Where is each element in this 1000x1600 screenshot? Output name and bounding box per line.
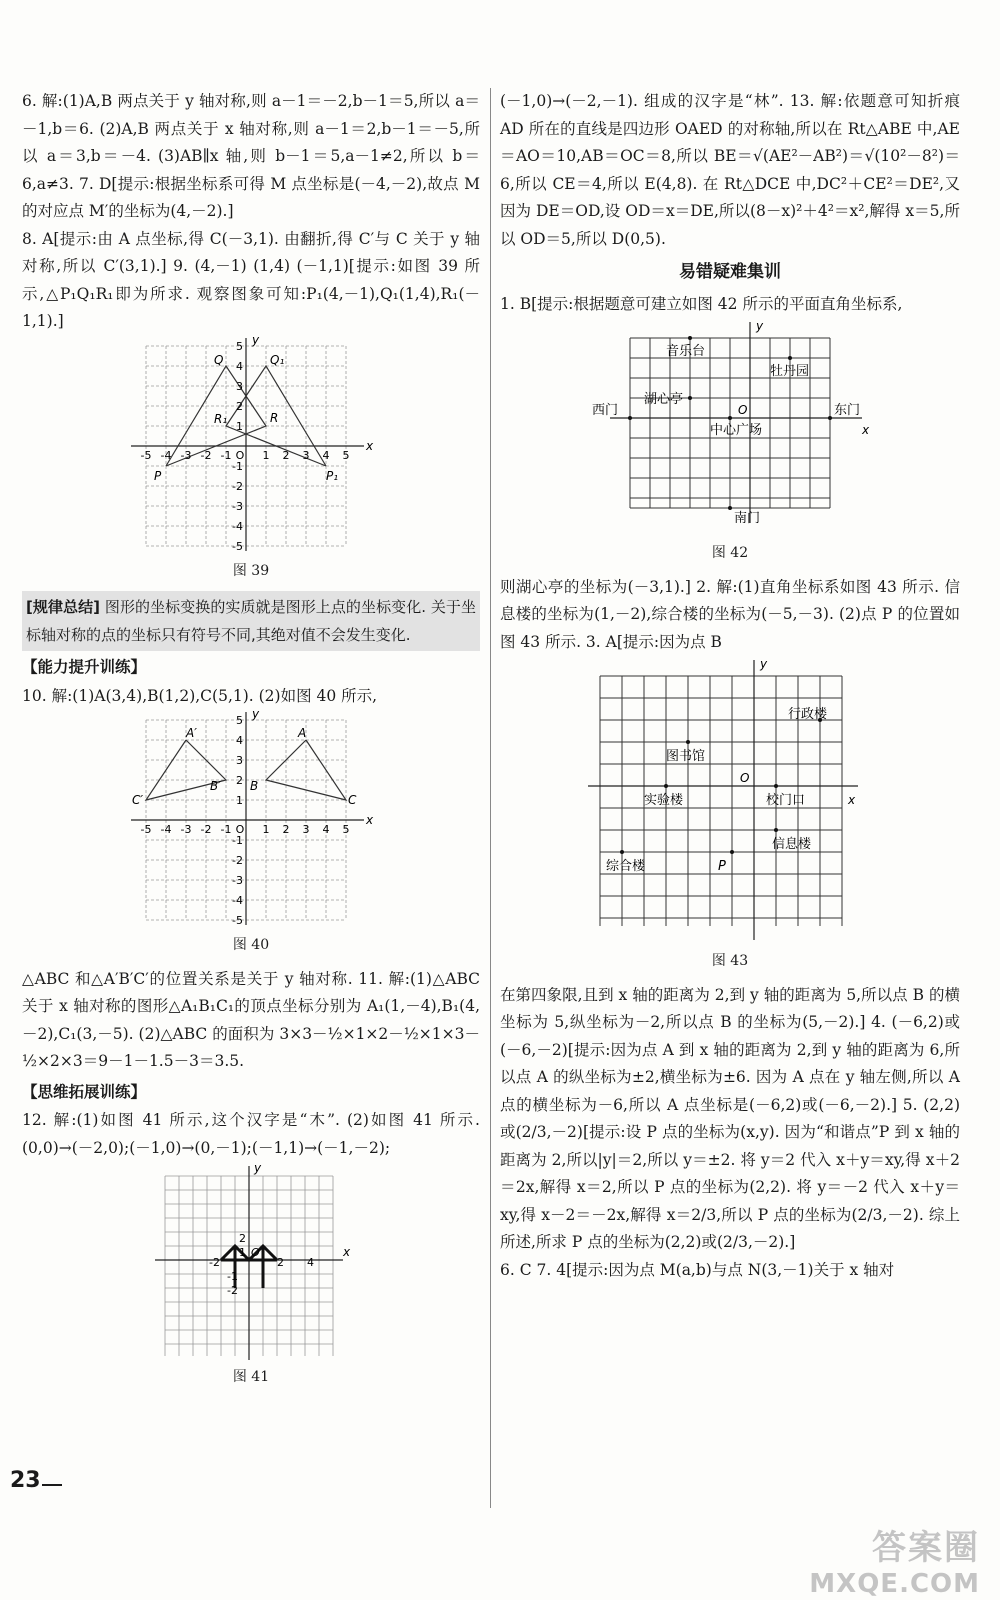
place-label: 信息楼 <box>772 837 812 852</box>
x-axis-label: x <box>366 813 374 827</box>
tick-x: -4 <box>160 823 172 836</box>
tick-y: 3 <box>236 754 243 767</box>
figure-43 <box>580 656 880 946</box>
place-label: 实验楼 <box>644 793 684 808</box>
page-number-rule <box>42 1484 62 1486</box>
left-column <box>22 88 480 1398</box>
figure-41 <box>151 1162 351 1362</box>
tick-label: -2 <box>227 1284 238 1297</box>
tick-x: 5 <box>342 448 350 462</box>
x-axis-label: x <box>862 423 870 437</box>
point-label: Q₁ <box>270 352 285 367</box>
answer-1-3: 则湖心亭的坐标为(－3,1).] 2. 解:(1)直角坐标系如图 43 所示. 信息楼的坐标为(1,－2),综合楼的坐标为(－5,－3). (2)点 P 的位置如图 43 所示. 3. A[提示:因为点 B <box>500 577 960 651</box>
answer-12-13: (－1,0)→(－2,－1). 组成的汉字是“林”. 13. 解:依题意可知折痕 AD 所在的直线是四边形 OAED 的对称轴,所以在 Rt△ABE 中,AE＝AO＝10,AB＝OC＝8,所以 BE＝√(AE²－AB²)＝√(10²－8²)＝6,所以 CE＝4,所以 E(4,8). 在 Rt△DCE 中,DC²＋CE²＝DE²,又因为 DE＝OD,设 OD＝x＝DE,所以(8－x)²＋4²＝x²,解得 x＝5,所以 OD＝5,所以 D(0,5). <box>500 92 960 248</box>
place-label: 综合楼 <box>606 859 646 874</box>
tick-x: 1 <box>262 823 270 836</box>
tick-x: -3 <box>180 448 192 462</box>
tick-x: 4 <box>322 823 330 836</box>
tick-x: -5 <box>140 448 152 462</box>
column-divider <box>490 88 491 1508</box>
origin-label: O <box>738 403 748 417</box>
tick-y: 5 <box>236 339 243 353</box>
place-label: 湖心亭 <box>644 392 684 407</box>
tick-y: -3 <box>232 874 243 887</box>
tick-y: 5 <box>236 714 243 727</box>
place-label: 牡丹园 <box>770 364 810 379</box>
answer-10: 10. 解:(1)A(3,4),B(1,2),C(5,1). (2)如图 40 所示, <box>22 686 378 705</box>
tick-y: 4 <box>236 359 243 373</box>
tick-x: -4 <box>160 448 172 462</box>
tick-label: 2 <box>239 1232 246 1245</box>
answer-12: 12. 解:(1)如图 41 所示,这个汉字是“木”. (2)如图 41 所示.(0,0)→(－2,0);(－1,0)→(0,－1);(－1,1)→(－1,－2); <box>22 1111 480 1157</box>
y-axis-label: y <box>252 335 260 347</box>
tick-x: -3 <box>180 823 192 836</box>
tick-y: 1 <box>236 419 243 433</box>
section-ability: 【能力提升训练】 <box>22 657 147 676</box>
tick-x: 1 <box>262 448 270 462</box>
figure-42 <box>580 318 880 538</box>
right-column <box>500 88 960 1284</box>
tick-y: -4 <box>232 519 243 533</box>
place-label: 南门 <box>734 511 761 526</box>
tick-label: -1 <box>227 1270 238 1283</box>
point-label: C′ <box>132 793 144 807</box>
tick-x: 3 <box>302 823 310 836</box>
tick-y: -2 <box>232 854 243 867</box>
tick-label: -2 <box>209 1256 220 1269</box>
figure-41-caption: 图 41 <box>232 1369 270 1385</box>
point-label: P <box>718 859 726 874</box>
tick-x: 5 <box>342 823 350 836</box>
y-axis-label: y <box>252 710 260 721</box>
x-axis-label: x <box>848 793 856 807</box>
answer-8-9: 8. A[提示:由 A 点坐标,得 C(－3,1). 由翻折,得 C′与 C 关于 y 轴对称,所以 C′(3,1).] 9. (4,－1) (1,4) (－1,1)[提示:如图 39 所示,△P₁Q₁R₁即为所求. 观察图象可知:P₁(4,－1),Q₁(1,4),R₁(－1,1).] <box>22 229 480 330</box>
tick-x: -2 <box>200 823 212 836</box>
figure-40 <box>126 710 376 930</box>
answer-6-7: 6. 解:(1)A,B 两点关于 y 轴对称,则 a－1＝－2,b－1＝5,所以 a＝－1,b＝6. (2)A,B 两点关于 x 轴对称,则 a－1＝2,b－1＝－5,所以 a＝3,b＝－4. (3)AB∥x 轴,则 b－1＝5,a－1≠2,所以 b＝6,a≠3. 7. D[提示:根据坐标系可得 M 点坐标是(－4,－2),故点 M 的对应点 M′的坐标为(4,－2).] <box>22 92 480 220</box>
watermark-url: MXQE.COM <box>809 1569 980 1599</box>
answer-6-7: 6. C 7. 4[提示:因为点 M(a,b)与点 N(3,－1)关于 x 轴对 <box>500 1260 895 1279</box>
figure-39-caption: 图 39 <box>232 562 270 579</box>
section-thinking: 【思维拓展训练】 <box>22 1081 147 1101</box>
tick-y: 4 <box>236 734 243 747</box>
tick-y: -2 <box>232 479 243 493</box>
place-label: 西门 <box>592 403 619 418</box>
place-label: 校门口 <box>766 793 806 808</box>
tick-y: -3 <box>232 499 243 513</box>
place-label: 图书馆 <box>666 749 706 764</box>
point-label: Q <box>214 352 224 367</box>
tick-y: 1 <box>236 794 243 807</box>
rule-summary <box>22 591 480 651</box>
tick-x: 2 <box>282 448 290 462</box>
figure-42-caption: 图 42 <box>711 545 749 561</box>
point-label: B′ <box>210 779 221 793</box>
point-label: P₁ <box>326 468 339 483</box>
point-label: R <box>270 410 279 425</box>
tick-y: -5 <box>232 539 243 553</box>
x-axis-label: x <box>343 1245 351 1259</box>
figure-40-caption: 图 40 <box>232 937 270 953</box>
tick-y: 2 <box>236 399 243 413</box>
y-axis-label: y <box>760 657 768 671</box>
figure-43-caption: 图 43 <box>711 953 749 969</box>
tick-y: -5 <box>232 914 243 927</box>
tick-x: -1 <box>220 823 232 836</box>
x-axis-label: x <box>366 438 374 453</box>
tick-y: 3 <box>236 379 243 393</box>
tick-y: -4 <box>232 894 243 907</box>
point-label: R₁ <box>214 411 228 426</box>
tick-y: 2 <box>236 774 243 787</box>
point-label: A <box>298 726 307 740</box>
tick-label: 2 <box>277 1256 284 1269</box>
watermark-logo-text: 答案圈 <box>872 1528 980 1568</box>
rule-summary-text: 图形的坐标变换的实质就是图形上点的坐标变化. 关于坐标轴对称的点的坐标只有符号不同,其绝对值不会发生变化. <box>26 598 476 644</box>
tick-origin: O <box>251 1246 260 1259</box>
place-label: 行政楼 <box>788 707 828 722</box>
tick-label: 4 <box>307 1256 314 1269</box>
tick-x: -2 <box>200 448 212 462</box>
tick-origin: O <box>235 823 245 836</box>
point-label: B <box>250 779 259 793</box>
point-label: P <box>154 468 162 483</box>
figure-39 <box>126 336 376 556</box>
rule-summary-tag: [规律总结] <box>26 598 101 616</box>
tick-y: -1 <box>232 834 243 847</box>
point-label: C <box>348 793 357 807</box>
y-axis-label: y <box>254 1162 262 1175</box>
y-axis-label: y <box>756 319 764 333</box>
page-number: 23 <box>10 1468 41 1493</box>
tick-label: 1 <box>239 1246 246 1259</box>
answer-1: 1. B[提示:根据题意可建立如图 42 所示的平面直角坐标系, <box>500 294 903 313</box>
tick-y: -1 <box>232 459 243 473</box>
place-label: 东门 <box>834 403 861 418</box>
tick-x: -5 <box>140 823 152 836</box>
tick-origin: O <box>235 448 245 462</box>
answer-3-5: 在第四象限,且到 x 轴的距离为 2,到 y 轴的距离为 5,所以点 B 的横坐标为 5,纵坐标为－2,所以点 B 的坐标为(5,－2).] 4. (－6,2)或(－6,－2)[提示:因为点 A 到 x 轴的距离为 2,到 y 轴的距离为 6,所以点 A 的纵坐标为±2,横坐标为±6. 因为 A 点在 y 轴左侧,所以 A 点的横坐标为－6,所以 A 点坐标是(－6,2)或(－6,－2).] 5. (2,2)或(2/3,－2)[提示:设 P 点的坐标为(x,y). 因为“和谐点”P 到 x 轴的距离为 2,所以|y|＝2,所以 y＝±2. 将 y＝2 代入 x＋y＝xy,得 x＋2＝2x,解得 x＝2,所以 P 点的坐标为(2,2). 将 y＝－2 代入 x＋y＝xy,得 x－2＝－2x,解得 x＝2/3,所以 P 点的坐标为(2/3,－2). 综上所述,所求 P 点的坐标为(2,2)或(2/3,－2).] <box>500 985 960 1251</box>
tick-x: 2 <box>282 823 290 836</box>
answer-10-11: △ABC 和△A′B′C′的位置关系是关于 y 轴对称. 11. 解:(1)△ABC 关于 x 轴对称的图形△A₁B₁C₁的顶点坐标分别为 A₁(1,－4),B₁(4,－2),C₁(3,－5). (2)△ABC 的面积为 3×3－½×1×2－½×1×3－½×2×3＝9－1－1.5－3＝3.5. <box>22 969 480 1070</box>
section-title: 易错疑难集训 <box>679 262 781 282</box>
place-label: 中心广场 <box>710 423 763 438</box>
point-label: A′ <box>186 726 197 740</box>
origin-label: O <box>740 771 750 785</box>
place-label: 音乐台 <box>666 344 706 359</box>
tick-x: 3 <box>302 448 310 462</box>
watermark <box>809 1520 980 1599</box>
tick-x: 4 <box>322 448 330 462</box>
tick-x: -1 <box>220 448 232 462</box>
